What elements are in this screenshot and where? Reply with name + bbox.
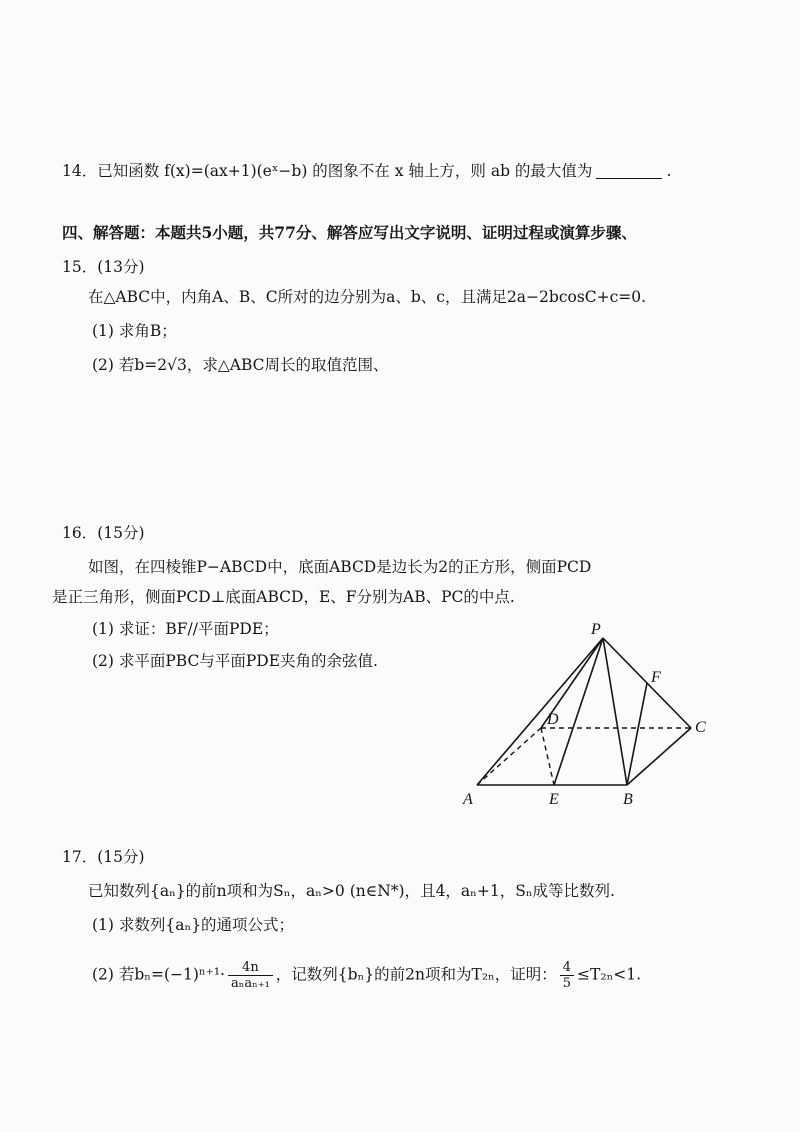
part-2-tail: ≤T₂ₙ<1. [577,965,642,984]
question-16-stem-line-2: 是正三角形，侧面PCD⊥底面ABCD，E、F分别为AB、PC的中点. [52,588,515,606]
label-a: A [463,791,473,808]
edge-ad [477,728,541,785]
pyramid-figure [455,620,725,820]
label-e: E [549,791,559,808]
ineq-numerator: 4 [560,960,574,976]
question-15-part-1: (1) 求角B； [92,322,177,340]
question-14-end: . [666,162,672,180]
question-14 [62,160,671,182]
edge-pa [477,638,603,785]
question-16-stem-line-1: 如图，在四棱锥P−ABCD中，底面ABCD是边长为2的正方形，侧面PCD [88,558,592,576]
part-2-middle: ，记数列{bₙ}的前2n项和为T₂ₙ，证明： [275,965,557,984]
label-c: C [695,719,706,736]
fraction-denominator: aₙaₙ₊₁ [230,976,270,991]
question-15-stem: 在△ABC中，内角A、B、C所对的边分别为a、b、c，且满足2a−2bcosC+c=0. [88,288,647,306]
question-14-text: 14．已知函数 f(x)=(ax+1)(eˣ−b) 的图象不在 x 轴上方，则 ab 的最大值为 [62,162,593,180]
answer-blank[interactable] [596,162,662,179]
edge-de [541,728,554,785]
pyramid-diagram [455,620,725,820]
question-16-part-2: (2) 求平面PBC与平面PDE夹角的余弦值. [92,652,378,670]
edge-pe [554,638,603,785]
edge-pb [603,638,627,785]
question-15-header: 15．(13分) [62,258,145,276]
question-16-header: 16．(15分) [62,524,145,542]
question-17-part-1: (1) 求数列{aₙ}的通项公式； [92,916,295,934]
question-16-part-1: (1) 求证：BF//平面PDE； [92,620,279,638]
question-15-part-2: (2) 若b=2√3，求△ABC周长的取值范围、 [92,356,389,374]
label-d: D [547,711,559,728]
label-b: B [623,791,633,808]
label-p: P [591,621,601,638]
section-4-heading: 四、解答题：本题共5小题，共77分、解答应写出文字说明、证明过程或演算步骤、 [62,223,637,242]
question-17-part-2 [92,960,641,991]
part-2-lead: (2) 若bₙ=(−1)ⁿ⁺¹· [92,965,225,984]
fraction-numerator: 4n [228,960,273,976]
ineq-denominator: 5 [562,976,572,991]
question-17-header: 17．(15分) [62,848,145,866]
question-17-stem: 已知数列{aₙ}的前n项和为Sₙ，aₙ>0 (n∈N*)，且4，aₙ+1，Sₙ成等比数列. [88,882,615,900]
fraction-4n-over-aa [228,960,273,991]
label-f: F [651,669,661,686]
fraction-4-over-5 [560,960,574,991]
